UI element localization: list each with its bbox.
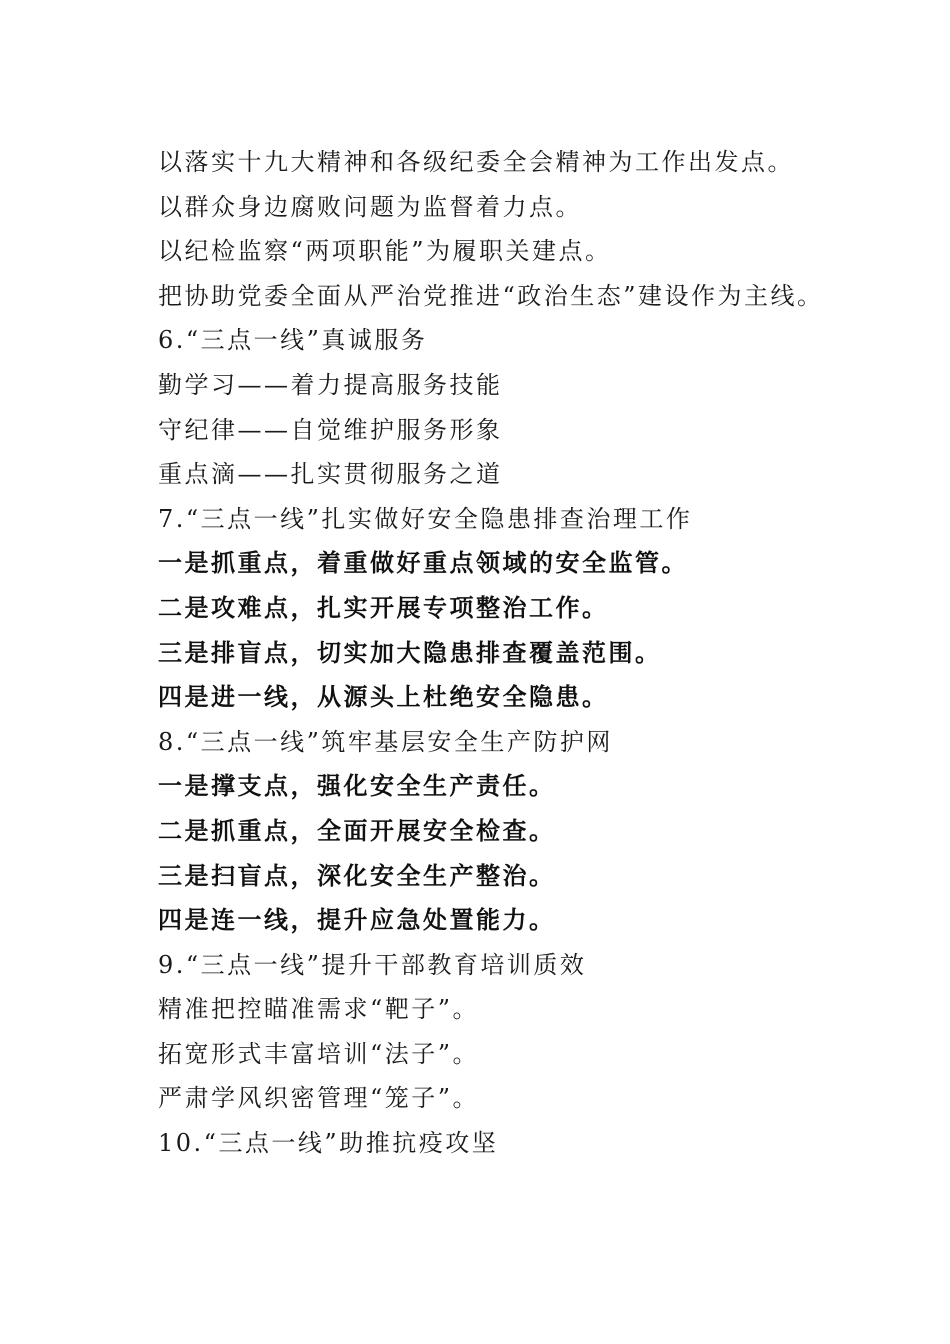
- bold-point-line-12: 三是排盲点，切实加大隐患排查覆盖范围。: [158, 637, 662, 667]
- section-heading-6: 6.“三点一线”真诚服务: [158, 326, 428, 355]
- text-line-1: 以落实十九大精神和各级纪委全会精神为工作出发点。: [158, 148, 794, 176]
- section-heading-7: 7.“三点一线”扎实做好安全隐患排查治理工作: [158, 504, 693, 533]
- bold-point-line-15: 一是撑支点，强化安全生产责任。: [158, 771, 556, 801]
- text-line-22: 严肃学风织密管理“笼子”。: [158, 1084, 480, 1113]
- bold-point-line-18: 四是连一线，提升应急处置能力。: [158, 905, 556, 935]
- bold-point-line-17: 三是扫盲点，深化安全生产整治。: [158, 860, 556, 890]
- text-line-2: 以群众身边腐败问题为监督着力点。: [158, 192, 582, 221]
- text-line-8: 重点滴——扎实贯彻服务之道: [158, 460, 503, 489]
- text-line-20: 精准把控瞄准需求“靶子”。: [158, 995, 480, 1024]
- section-heading-8: 8.“三点一线”筑牢基层安全生产防护网: [158, 727, 613, 756]
- text-line-6: 勤学习——着力提高服务技能: [158, 370, 503, 399]
- text-line-3: 以纪检监察“两项职能”为履职关建点。: [158, 237, 612, 266]
- text-line-4: 把协助党委全面从严治党推进“政治生态”建设作为主线。: [158, 281, 824, 310]
- bold-point-line-16: 二是抓重点，全面开展安全检查。: [158, 815, 556, 845]
- bold-point-line-10: 一是抓重点，着重做好重点领域的安全监管。: [158, 548, 688, 578]
- section-heading-9: 9.“三点一线”提升干部教育培训质效: [158, 950, 587, 979]
- bold-point-line-11: 二是攻难点，扎实开展专项整治工作。: [158, 592, 609, 622]
- text-line-21: 拓宽形式丰富培训“法子”。: [158, 1039, 480, 1068]
- section-heading-10: 10.“三点一线”助推抗疫攻坚: [158, 1129, 499, 1158]
- bold-point-line-13: 四是进一线，从源头上杜绝安全隐患。: [158, 682, 609, 712]
- document-body: [158, 140, 918, 1166]
- text-line-7: 守纪律——自觉维护服务形象: [158, 415, 503, 444]
